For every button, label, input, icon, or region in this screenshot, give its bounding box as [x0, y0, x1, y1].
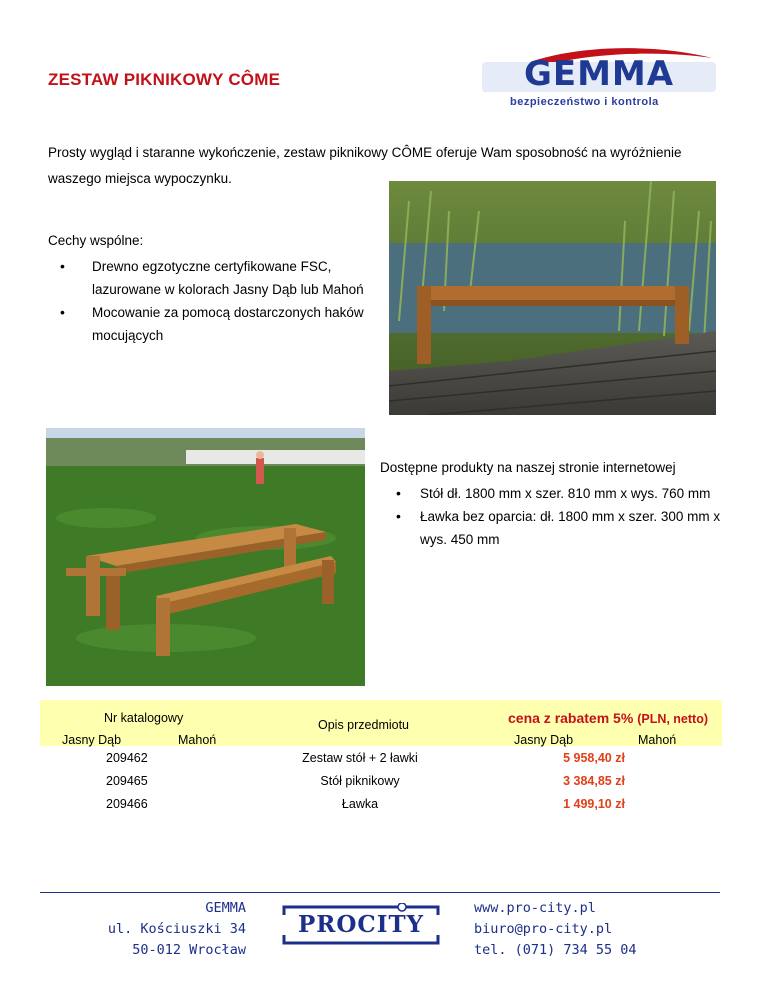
item-description: Zestaw stół + 2 ławki	[302, 751, 418, 765]
availability-heading: Dostępne produkty na naszej stronie internetowej	[380, 460, 676, 475]
logo-wordmark: GEMMA	[523, 54, 675, 94]
city-address: 50-012 Wrocław	[132, 942, 246, 958]
description-header: Opis przedmiotu	[318, 718, 410, 732]
catalog-number: 209466	[106, 797, 148, 811]
list-item: • Drewno egzotyczne certyfikowane FSC, lazurowane w kolorach Jasny Dąb lub Mahoń	[48, 255, 368, 301]
price-header-note: (PLN, netto)	[637, 712, 709, 726]
availability-list	[380, 482, 740, 551]
page-title: ZESTAW PIKNIKOWY CÔME	[48, 70, 281, 89]
procity-wordmark: PROCITY	[297, 911, 425, 938]
footer-divider	[40, 892, 720, 893]
item-price: 3 384,85 zł	[563, 774, 625, 788]
list-item: • Stół dł. 1800 mm x szer. 810 mm x wys. 760 mm	[380, 482, 740, 505]
picnic-set-photo	[46, 428, 365, 686]
item-description: Ławka	[341, 797, 379, 811]
logo-tagline: bezpieczeństwo i kontrola	[510, 96, 659, 108]
features-heading: Cechy wspólne:	[48, 233, 144, 248]
website-link[interactable]: www.pro-city.pl	[474, 900, 596, 916]
item-price: 1 499,10 zł	[563, 797, 625, 811]
intro-paragraph: Prosty wygląd i staranne wykończenie, zestaw piknikowy CÔME oferuje Wam sposobność na wyróżnienie waszego miejsca wypoczynku.	[48, 145, 682, 186]
list-item: • Mocowanie za pomocą dostarczonych haków mocujących	[48, 301, 368, 347]
gemma-logo	[474, 44, 724, 124]
catalog-number-header: Nr katalogowy	[104, 711, 184, 725]
features-list	[48, 255, 368, 347]
price-header	[508, 710, 708, 726]
street-address: ul. Kościuszki 34	[107, 921, 246, 937]
list-item: • Ławka bez oparcia: dł. 1800 mm x szer. 300 mm x wys. 450 mm	[380, 505, 740, 551]
item-price: 5 958,40 zł	[563, 751, 625, 765]
procity-logo	[282, 903, 440, 947]
bench-photo	[389, 181, 716, 415]
footer-contact	[474, 898, 637, 961]
table-row	[0, 774, 768, 794]
phone-number: tel. (071) 734 55 04	[474, 942, 637, 958]
company-name: GEMMA	[205, 900, 246, 916]
table-row	[0, 751, 768, 771]
light-oak-header: Jasny Dąb	[62, 733, 122, 747]
email-link[interactable]: biuro@pro-city.pl	[474, 921, 613, 937]
catalog-number: 209465	[106, 774, 148, 788]
table-row	[0, 797, 768, 817]
mahogany-price-header: Mahoń	[638, 733, 677, 747]
item-description: Stół piknikowy	[320, 774, 400, 788]
light-oak-price-header: Jasny Dąb	[514, 733, 574, 747]
price-header-label: cena z rabatem 5%	[508, 710, 634, 726]
mahogany-header: Mahoń	[178, 733, 217, 747]
footer-address	[96, 898, 246, 961]
catalog-number: 209462	[106, 751, 148, 765]
